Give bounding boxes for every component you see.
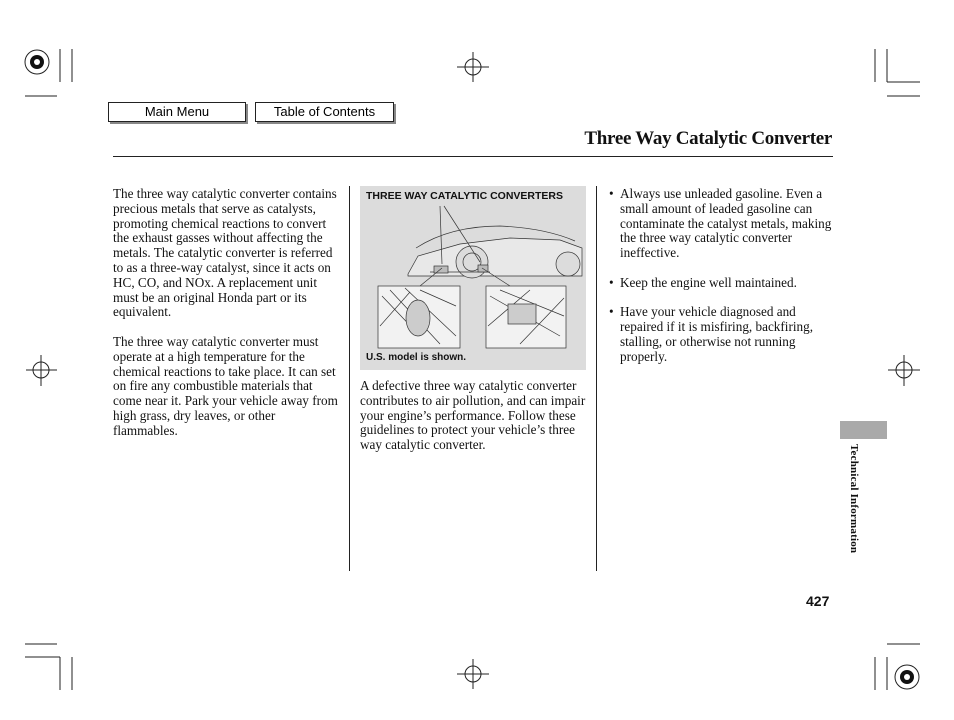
guideline-item: • Have your vehicle diagnosed and repaired if it is misfiring, backfiring, stalling, or otherwise not running properly. xyxy=(609,305,837,364)
body-paragraph: A defective three way catalytic converter contributes to air pollution, and can impair your engine’s performance. Follow these guidelines to protect your vehicle’s three way catalytic converter. xyxy=(360,378,586,453)
right-column xyxy=(609,187,837,379)
section-tab-label: Technical Information xyxy=(848,444,860,554)
section-tab[interactable] xyxy=(840,421,887,439)
figure-title: THREE WAY CATALYTIC CONVERTERS xyxy=(366,190,563,202)
column-divider xyxy=(596,186,597,571)
guideline-item: • Keep the engine well maintained. xyxy=(609,276,837,291)
page-title: Three Way Catalytic Converter xyxy=(584,128,832,149)
vehicle-illustration xyxy=(360,186,586,370)
page-number: 427 xyxy=(806,593,830,609)
guideline-item: • Always use unleaded gasoline. Even a small amount of leaded gasoline can contaminate the catalyst metals, making the three way catalytic converter ineffective. xyxy=(609,187,837,261)
left-column xyxy=(113,187,341,453)
main-menu-button[interactable]: Main Menu xyxy=(108,102,246,122)
body-paragraph: The three way catalytic converter contains precious metals that serve as catalysts, promoting chemical reactions to convert the exhaust gasses without affecting the metals. The catalytic converter is referred to as a three-way catalyst, since it acts on HC, CO, and NOx. A replacement unit must be an original Honda part or its equivalent. xyxy=(113,186,337,320)
title-rule xyxy=(113,156,833,157)
body-paragraph: The three way catalytic converter must operate at a high temperature for the chemical reactions to take place. It can set on fire any combustible materials that come near it. Park your vehicle away from high grass, dry leaves, or other flammables. xyxy=(113,333,338,438)
figure-caption: U.S. model is shown. xyxy=(366,352,467,363)
registration-target-icon xyxy=(25,50,49,74)
column-divider xyxy=(349,186,350,571)
registration-target-icon xyxy=(895,665,919,689)
table-of-contents-button[interactable]: Table of Contents xyxy=(255,102,394,122)
catalytic-converter-figure xyxy=(360,186,586,370)
middle-column xyxy=(360,379,590,468)
